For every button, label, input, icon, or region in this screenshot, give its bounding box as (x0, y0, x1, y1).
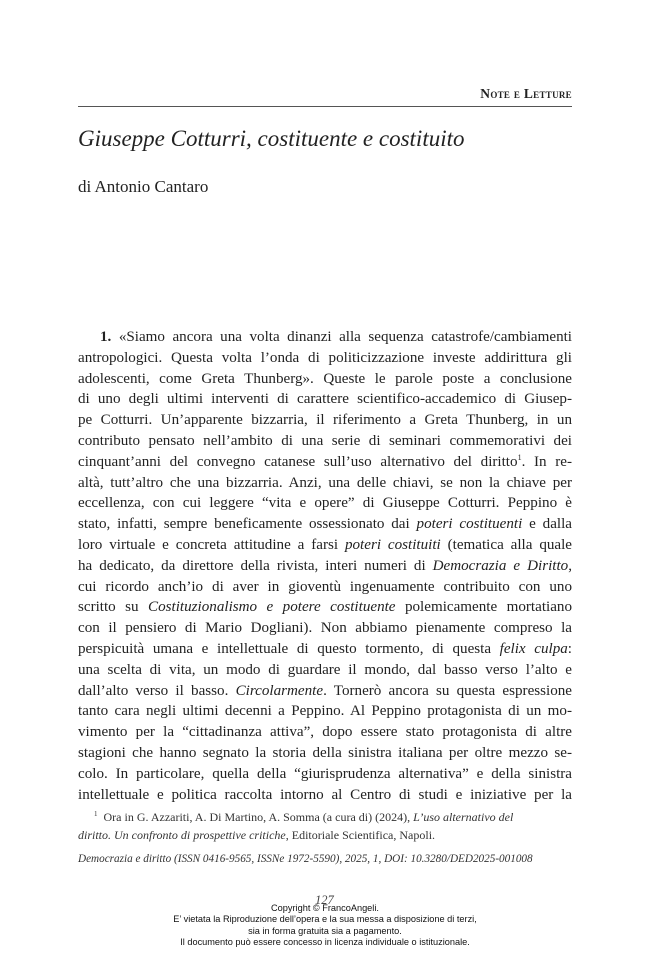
body-line: contributo pensato nell’ambito di una serie di seminari commemorativi dei (78, 432, 572, 449)
body-line: ha dedicato, da direttore della rivista, interi numeri di Democrazia e Diritto, (78, 557, 572, 574)
body-line: pe Cotturri. Un’apparente bizzarria, il riferimento a Greta Thunberg, in un (78, 412, 572, 429)
page-number: 127 (315, 893, 334, 907)
body-line: perspicuità umana e intellettuale di questo tormento, di questa felix culpa: (78, 640, 572, 657)
section-header: Note e Letture (480, 86, 572, 101)
body-line: vimento per la “cittadinanza attiva”, dopo essere stato protagonista di altre (78, 724, 572, 741)
footnote (78, 808, 572, 844)
body-line: dall’alto verso il basso. Circolarmente. Tornerò ancora su questa espressione (78, 682, 572, 699)
footnote-marker: 1 (94, 810, 98, 818)
section-number: 1. (100, 329, 112, 345)
copyright-line: Il documento può essere concesso in licenza individuale o istituzionale. (180, 936, 470, 947)
footnote-ref[interactable]: 1 (517, 452, 522, 462)
body-line: 1. «Siamo ancora una volta dinanzi alla sequenza catastrofe/cambiamenti (100, 329, 572, 345)
body-line: cui ricordo anch’io di aver in gioventù ingenuamente contribuito con uno (78, 578, 572, 595)
journal-citation: Democrazia e diritto (ISSN 0416-9565, ISSNe 1972-5590), 2025, 1, DOI: 10.3280/DED2025-001008 (78, 853, 533, 865)
author-byline: di Antonio Cantaro (78, 177, 209, 196)
header-rule (78, 106, 572, 107)
copyright-line: Copyright © FrancoAngeli. (271, 903, 379, 913)
copyright-line: sia in forma gratuita sia a pagamento. (248, 925, 402, 936)
body-line: stato, infatti, sempre beneficamente ossessionato dai poteri costituenti e dalla (78, 516, 572, 533)
body-line: con il pensiero di Mario Dogliani). Non abbiamo pienamente compreso la (78, 620, 572, 637)
body-line: eccellenza, con cui leggere “vita e opere” di Giuseppe Cotturri. Peppino è (78, 495, 572, 512)
body-line: altà, tutt’altro che una bizzarria. Anzi, una delle chiavi, se non la chiave per (78, 474, 572, 491)
body-line: adolescenti, come Greta Thunberg». Queste le parole poste a conclusione (78, 370, 572, 387)
body-line: tanto cara negli ultimi decenni a Peppino. Al Peppino protagonista di un mo- (78, 703, 572, 720)
body-line: di uno degli ultimi interventi di carattere scientifico-accademico di Giusep- (78, 391, 572, 408)
body-line: intellettuale e politica raccolta intorno al Centro di studi e iniziative per la (78, 786, 572, 803)
body-line: una scelta di vita, un modo di guardare il mondo, dal basso verso l’alto e (78, 661, 572, 678)
article-title: Giuseppe Cotturri, costituente e costituito (78, 126, 465, 151)
body-line: antropologici. Questa volta l’onda di politicizzazione investe addirittura gli (78, 349, 572, 366)
footnote-line: diritto. Un confronto di prospettive critiche, Editoriale Scientifica, Napoli. (78, 828, 436, 842)
body-line: stagioni che hanno segnato la storia della sinistra italiana per oltre mezzo se- (78, 744, 572, 761)
body-line: colo. In particolare, quella della “giurisprudenza alternativa” e della sinistra (78, 765, 572, 782)
copyright-notice (0, 903, 650, 948)
body-line: scritto su Costituzionalismo e potere costituente polemicamente mortatiano (78, 599, 572, 616)
body-line: cinquant’anni del convegno catanese sull’uso alternativo del diritto$^1$. In re- (78, 452, 572, 470)
copyright-line: E’ vietata la Riproduzione dell’opera e la sua messa a disposizione di terzi, (173, 914, 477, 925)
body-line: loro virtuale e concreta attitudine a farsi poteri costituiti (tematica alla quale (78, 536, 573, 553)
footnote-line: $^1$ Ora in G. Azzariti, A. Di Martino, A. Somma (a cura di) (2024), L’uso alternativo del (94, 810, 514, 824)
article-body (78, 327, 572, 805)
